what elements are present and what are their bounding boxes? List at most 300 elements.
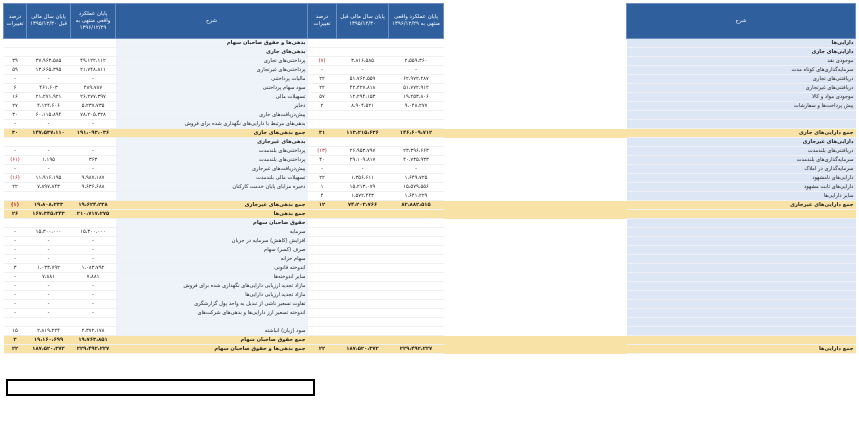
desc-cell-right: اندوخته تسعیر ارز دارایی‌ها و بدهی‌های شرکت‌های	[116, 309, 308, 318]
desc-cell-right: پیش‌دریافت‌های غیرجاری	[116, 165, 308, 174]
prev-cell-right: -	[27, 120, 71, 129]
curr-cell-left: -	[389, 66, 444, 75]
gap-cell	[444, 39, 627, 48]
desc-cell-left	[627, 318, 856, 327]
balance-sheet-table	[3, 3, 856, 354]
desc-cell-left: دارایی‌های ثابت مشهود	[627, 183, 856, 192]
pct-cell-right: ۳	[4, 336, 27, 345]
prev-cell-left	[337, 228, 389, 237]
prev-cell-left: -	[337, 165, 389, 174]
gap-cell	[444, 309, 627, 318]
prev-cell-right	[27, 192, 71, 201]
prev-cell-left	[337, 219, 389, 228]
gap-cell	[444, 75, 627, 84]
gap-cell	[444, 237, 627, 246]
table-row	[4, 147, 856, 156]
desc-cell-right: بدهی‌های مرتبط با دارایی‌های نگهداری شده برای فروش	[116, 120, 308, 129]
desc-cell-right: تسهیلات مالی بلندمدت	[116, 174, 308, 183]
desc-cell-left: جمع دارایی‌های جاری	[627, 129, 856, 138]
desc-cell-right: جمع بدهی‌های جاری	[116, 129, 308, 138]
gap-cell	[444, 291, 627, 300]
header-pct-right: درصد تغییرات	[4, 4, 27, 39]
gap-cell	[444, 174, 627, 183]
pct-cell-left	[308, 282, 337, 291]
prev-cell-right: -	[27, 255, 71, 264]
curr-cell-left: ۱۴۶،۶۰۹،۷۱۲	[389, 129, 444, 138]
pct-cell-right	[4, 138, 27, 147]
desc-cell-left	[627, 210, 856, 219]
gap-cell	[444, 147, 627, 156]
table-row	[4, 84, 856, 93]
gap-cell	[444, 165, 627, 174]
prev-cell-right: ۱۹،۸۰۸،۲۳۳	[27, 201, 71, 210]
desc-cell-right: پرداختنی‌های غیرتجاری	[116, 66, 308, 75]
prev-cell-left	[337, 273, 389, 282]
desc-cell-left: سرمایه‌گذاری در املاک	[627, 165, 856, 174]
curr-cell-right	[71, 192, 116, 201]
prev-cell-right: ۱۱،۹۱۶،۱۹۵	[27, 174, 71, 183]
curr-cell-left: ۴۰،۷۳۵،۹۳۳	[389, 156, 444, 165]
table-body	[4, 39, 856, 354]
pct-cell-left: (۱۳)	[308, 147, 337, 156]
gap-cell	[444, 120, 627, 129]
desc-cell-right: پیش‌دریافت‌های جاری	[116, 111, 308, 120]
prev-cell-right	[27, 219, 71, 228]
desc-cell-left	[627, 336, 856, 345]
table-row	[4, 246, 856, 255]
pct-cell-right: ۵۹	[4, 66, 27, 75]
pct-cell-right: ۲۲	[4, 345, 27, 354]
header-gap	[444, 4, 627, 39]
table-row	[4, 183, 856, 192]
curr-cell-right: ۱،۰۸۳،۷۹۲	[71, 264, 116, 273]
prev-cell-left: ۱۸۷،۵۲۰،۳۷۲	[337, 345, 389, 354]
prev-cell-left: ۴۲،۴۲۷،۸۱۸	[337, 84, 389, 93]
pct-cell-left	[308, 309, 337, 318]
prev-cell-right: ۱۹،۱۶۰،۶۹۹	[27, 336, 71, 345]
gap-cell	[444, 138, 627, 147]
pct-cell-left	[308, 39, 337, 48]
prev-cell-right: ۷،۸۸۱	[27, 273, 71, 282]
desc-cell-right: مازاد تجدید ارزیابی دارایی‌های نگهداری شده برای فروش	[116, 282, 308, 291]
prev-cell-right: -	[27, 246, 71, 255]
desc-cell-left: دارایی‌های غیرجاری	[627, 138, 856, 147]
prev-cell-right: ۳۷،۹۶۳،۵۸۵	[27, 57, 71, 66]
desc-cell-right: پرداختنی‌های بلندمدت	[116, 147, 308, 156]
curr-cell-right: ۴۸۹،۷۸۷	[71, 84, 116, 93]
pct-cell-right	[4, 219, 27, 228]
pct-cell-right	[4, 48, 27, 57]
pct-cell-right: -	[4, 273, 27, 282]
desc-cell-left	[627, 111, 856, 120]
desc-cell-left: سرمایه‌گذاری‌های کوتاه مدت	[627, 66, 856, 75]
prev-cell-right	[27, 318, 71, 327]
curr-cell-left: ۱۹،۲۵۳،۸۰۶	[389, 93, 444, 102]
prev-cell-left: ۵۱،۷۶۲،۵۵۹	[337, 75, 389, 84]
table-row	[4, 309, 856, 318]
gap-cell	[444, 210, 627, 219]
prev-cell-right: ۶۰،۱۱۵،۸۹۴	[27, 111, 71, 120]
curr-cell-left: ۹،۰۴۸،۲۷۷	[389, 102, 444, 111]
prev-cell-right: -	[27, 237, 71, 246]
curr-cell-right	[71, 138, 116, 147]
prev-cell-right: ۱۶۷،۳۴۵،۳۴۳	[27, 210, 71, 219]
curr-cell-left	[389, 228, 444, 237]
curr-cell-right: ۴۹،۱۲۲،۱۱۲	[71, 57, 116, 66]
gap-cell	[444, 219, 627, 228]
curr-cell-right	[71, 39, 116, 48]
pct-cell-right: ۲۲	[4, 183, 27, 192]
gap-cell	[444, 102, 627, 111]
curr-cell-right: -	[71, 246, 116, 255]
curr-cell-left	[389, 39, 444, 48]
desc-cell-right	[116, 192, 308, 201]
curr-cell-right: -	[71, 255, 116, 264]
curr-cell-right: ۷۸،۲۰۵،۳۲۸	[71, 111, 116, 120]
pct-cell-left: ۲	[308, 102, 337, 111]
desc-cell-left: دارایی‌های جاری	[627, 48, 856, 57]
desc-cell-right: جمع بدهی‌ها و حقوق صاحبان سهام	[116, 345, 308, 354]
prev-cell-right: ۷،۸۹۷،۸۴۳	[27, 183, 71, 192]
desc-cell-right: پرداختنی‌های تجاری	[116, 57, 308, 66]
pct-cell-left: ۲۲	[308, 75, 337, 84]
prev-cell-right: ۱،۰۳۳،۷۹۲	[27, 264, 71, 273]
pct-cell-right: (۶۱)	[4, 156, 27, 165]
desc-cell-left: سایر دارایی‌ها	[627, 192, 856, 201]
pct-cell-right	[4, 192, 27, 201]
desc-cell-right: سود (زیان) انباشته	[116, 327, 308, 336]
desc-cell-left	[627, 255, 856, 264]
desc-cell-left	[627, 264, 856, 273]
prev-cell-left: ۱۵،۲۱۳،۰۷۹	[337, 183, 389, 192]
curr-cell-left	[389, 282, 444, 291]
pct-cell-left	[308, 327, 337, 336]
curr-cell-left	[389, 327, 444, 336]
curr-cell-left: ۱،۶۴۱،۲۲۹	[389, 192, 444, 201]
prev-cell-left	[337, 210, 389, 219]
gap-cell	[444, 183, 627, 192]
desc-cell-right: سود سهام پرداختنی	[116, 84, 308, 93]
pct-cell-right: (۱۶)	[4, 174, 27, 183]
prev-cell-left: ۱۲،۲۹۴،۱۵۳	[337, 93, 389, 102]
gap-cell	[444, 84, 627, 93]
table-row	[4, 120, 856, 129]
desc-cell-left	[627, 291, 856, 300]
table-row	[4, 48, 856, 57]
desc-cell-left	[627, 309, 856, 318]
pct-cell-left	[308, 336, 337, 345]
curr-cell-right: -	[71, 147, 116, 156]
prev-cell-left: ۱۱۳،۲۱۵،۶۳۶	[337, 129, 389, 138]
prev-cell-right: -	[27, 165, 71, 174]
pct-cell-right	[4, 318, 27, 327]
pct-cell-left	[308, 300, 337, 309]
table-row	[4, 156, 856, 165]
curr-cell-left	[389, 264, 444, 273]
prev-cell-right: ۱۴۷،۵۳۷،۱۱۰	[27, 129, 71, 138]
desc-cell-left: دریافتنی‌های غیرتجاری	[627, 84, 856, 93]
desc-cell-right: اندوخته قانونی	[116, 264, 308, 273]
curr-cell-left: ۶۲،۹۷۲،۲۸۷	[389, 75, 444, 84]
curr-cell-right	[71, 219, 116, 228]
curr-cell-left	[389, 111, 444, 120]
prev-cell-left	[337, 282, 389, 291]
desc-cell-left	[627, 282, 856, 291]
table-row	[4, 192, 856, 201]
table-row	[4, 219, 856, 228]
pct-cell-right: -	[4, 165, 27, 174]
table-row	[4, 318, 856, 327]
desc-cell-right: افزایش (کاهش) سرمایه در جریان	[116, 237, 308, 246]
gap-cell	[444, 327, 627, 336]
pct-cell-left	[308, 318, 337, 327]
gap-cell	[444, 282, 627, 291]
desc-cell-right: بدهی‌های جاری	[116, 48, 308, 57]
prev-cell-left: ۷۴،۲۰۳،۷۶۶	[337, 201, 389, 210]
curr-cell-left	[389, 237, 444, 246]
desc-cell-right: حقوق صاحبان سهام	[116, 219, 308, 228]
prev-cell-right: -	[27, 147, 71, 156]
pct-cell-left	[308, 273, 337, 282]
curr-cell-left	[389, 48, 444, 57]
pct-cell-right: -	[4, 147, 27, 156]
pct-cell-right: -	[4, 300, 27, 309]
prev-cell-left	[337, 138, 389, 147]
pct-cell-right: ۳۰	[4, 111, 27, 120]
prev-cell-right: -	[27, 75, 71, 84]
curr-cell-left	[389, 318, 444, 327]
prev-cell-right: -	[27, 282, 71, 291]
table-row	[4, 237, 856, 246]
curr-cell-right: ۷،۸۸۱	[71, 273, 116, 282]
curr-cell-left	[389, 120, 444, 129]
table-row	[4, 165, 856, 174]
curr-cell-right: -	[71, 75, 116, 84]
gap-cell	[444, 336, 627, 345]
table-row	[4, 300, 856, 309]
curr-cell-right: ۲۲۹،۴۹۲،۲۲۷	[71, 345, 116, 354]
prev-cell-left: ۱،۳۵۶،۶۱۱	[337, 174, 389, 183]
pct-cell-left: ۱۲	[308, 201, 337, 210]
curr-cell-left	[389, 336, 444, 345]
desc-cell-left: پیش پرداخت‌ها و سفارشات	[627, 102, 856, 111]
curr-cell-right: -	[71, 291, 116, 300]
header-desc-left: شرح	[627, 4, 856, 39]
pct-cell-left: ۵۷	[308, 93, 337, 102]
prev-cell-right: ۴۶۱،۶۰۳	[27, 84, 71, 93]
curr-cell-left: -	[389, 165, 444, 174]
gap-cell	[444, 156, 627, 165]
curr-cell-right	[71, 48, 116, 57]
pct-cell-right: ۲۷	[4, 102, 27, 111]
prev-cell-left	[337, 264, 389, 273]
prev-cell-right: ۱،۱۹۵	[27, 156, 71, 165]
desc-cell-right: ذخیره مزایای پایان خدمت کارکنان	[116, 183, 308, 192]
curr-cell-left	[389, 138, 444, 147]
desc-cell-left	[627, 273, 856, 282]
desc-cell-left	[627, 237, 856, 246]
curr-cell-right: -	[71, 309, 116, 318]
curr-cell-left	[389, 210, 444, 219]
gap-cell	[444, 264, 627, 273]
curr-cell-left: ۲،۵۵۹،۳۶۰	[389, 57, 444, 66]
curr-cell-left: ۱۵،۵۷۹،۵۵۶	[389, 183, 444, 192]
pct-cell-left	[308, 264, 337, 273]
pct-cell-left	[308, 138, 337, 147]
pct-cell-right: ۱۵	[4, 327, 27, 336]
pct-cell-left	[308, 48, 337, 57]
curr-cell-right: ۳۶۳	[71, 156, 116, 165]
desc-cell-right: مازاد تجدید ارزیابی دارایی‌ها	[116, 291, 308, 300]
pct-cell-right: -	[4, 75, 27, 84]
curr-cell-left	[389, 291, 444, 300]
pct-cell-left: -	[308, 165, 337, 174]
gap-cell	[444, 246, 627, 255]
pct-cell-left: ۳۱	[308, 129, 337, 138]
prev-cell-left	[337, 336, 389, 345]
table-row	[4, 210, 856, 219]
pct-cell-right: -	[4, 237, 27, 246]
pct-cell-left	[308, 111, 337, 120]
table-row	[4, 66, 856, 75]
table-row	[4, 282, 856, 291]
prev-cell-left: ۲۶،۹۵۳،۷۹۷	[337, 147, 389, 156]
header-pct-left: درصد تغییرات	[308, 4, 337, 39]
pct-cell-right	[4, 39, 27, 48]
curr-cell-right: -	[71, 237, 116, 246]
desc-cell-right: جمع بدهی‌های غیرجاری	[116, 201, 308, 210]
curr-cell-left	[389, 219, 444, 228]
prev-cell-left	[337, 48, 389, 57]
table-row	[4, 327, 856, 336]
prev-cell-left: ۸،۹۰۴،۵۲۱	[337, 102, 389, 111]
prev-cell-left: ۳،۸۱۶،۵۸۵	[337, 57, 389, 66]
pct-cell-left: ۱	[308, 183, 337, 192]
pct-cell-left	[308, 210, 337, 219]
curr-cell-right: -	[71, 165, 116, 174]
prev-cell-left	[337, 39, 389, 48]
curr-cell-right: -	[71, 282, 116, 291]
prev-cell-left	[337, 327, 389, 336]
pct-cell-right: ۳۹	[4, 57, 27, 66]
table-row	[4, 228, 856, 237]
desc-cell-right: تفاوت تسعیر ناشی از تبدیل به واحد پول گزارشگری	[116, 300, 308, 309]
table-row	[4, 345, 856, 354]
curr-cell-left	[389, 300, 444, 309]
gap-cell	[444, 111, 627, 120]
prev-cell-left	[337, 246, 389, 255]
table-row	[4, 291, 856, 300]
desc-cell-left: موجودی مواد و کالا	[627, 93, 856, 102]
pct-cell-left	[308, 120, 337, 129]
pct-cell-left	[308, 291, 337, 300]
curr-cell-right: -	[71, 120, 116, 129]
table-row	[4, 273, 856, 282]
desc-cell-left: جمع دارایی‌های غیرجاری	[627, 201, 856, 210]
desc-cell-right: پرداختنی‌های بلندمدت	[116, 156, 308, 165]
table-row	[4, 75, 856, 84]
prev-cell-left	[337, 291, 389, 300]
prev-cell-left: ۲۹،۱۰۹،۸۱۷	[337, 156, 389, 165]
prev-cell-right	[27, 138, 71, 147]
table-row	[4, 138, 856, 147]
desc-cell-left: موجودی نقد	[627, 57, 856, 66]
pct-cell-right: -	[4, 309, 27, 318]
gap-cell	[444, 228, 627, 237]
prev-cell-right: -	[27, 309, 71, 318]
desc-cell-right: بدهی‌های غیرجاری	[116, 138, 308, 147]
curr-cell-left: ۱،۶۴۹،۷۲۵	[389, 174, 444, 183]
curr-cell-right: ۱۹،۷۶۳،۸۵۱	[71, 336, 116, 345]
desc-cell-left: دارایی‌ها	[627, 39, 856, 48]
gap-cell	[444, 66, 627, 75]
pct-cell-right: ۱۶	[4, 93, 27, 102]
desc-cell-left: سرمایه‌گذاری‌های بلندمدت	[627, 156, 856, 165]
curr-cell-left: ۵۱،۷۷۲،۹۱۲	[389, 84, 444, 93]
desc-cell-right: جمع حقوق صاحبان سهام	[116, 336, 308, 345]
desc-cell-right: بدهی‌ها و حقوق صاحبان سهام	[116, 39, 308, 48]
desc-cell-right: سهام خزانه	[116, 255, 308, 264]
pct-cell-left	[308, 219, 337, 228]
pct-cell-right: -	[4, 120, 27, 129]
desc-cell-left	[627, 120, 856, 129]
gap-cell	[444, 57, 627, 66]
curr-cell-right: ۲۱،۷۴۸،۸۱۱	[71, 66, 116, 75]
curr-cell-right: ۲۱۰،۷۱۷،۲۷۵	[71, 210, 116, 219]
curr-cell-right	[71, 318, 116, 327]
curr-cell-left: ۲۲۹،۴۹۲،۲۲۷	[389, 345, 444, 354]
table-row	[4, 129, 856, 138]
desc-cell-left	[627, 219, 856, 228]
prev-cell-right	[27, 39, 71, 48]
desc-cell-left	[627, 327, 856, 336]
desc-cell-left: دارایی‌های نامشهود	[627, 174, 856, 183]
pct-cell-left: -	[308, 66, 337, 75]
gap-cell	[444, 255, 627, 264]
prev-cell-right: ۴،۱۲۴،۶۰۶	[27, 102, 71, 111]
pct-cell-left	[308, 228, 337, 237]
prev-cell-right: -	[27, 291, 71, 300]
desc-cell-left: دریافتنی‌های بلندمدت	[627, 147, 856, 156]
desc-cell-left: دریافتنی‌های تجاری	[627, 75, 856, 84]
table-row	[4, 102, 856, 111]
gap-cell	[444, 93, 627, 102]
desc-cell-right: مالیات پرداختنی	[116, 75, 308, 84]
header-desc-right: شرح	[116, 4, 308, 39]
curr-cell-right: -	[71, 300, 116, 309]
table-header	[4, 4, 856, 39]
desc-cell-right: جمع بدهی‌ها	[116, 210, 308, 219]
prev-cell-left: -	[337, 66, 389, 75]
pct-cell-left: (۷)	[308, 57, 337, 66]
desc-cell-right: تسهیلات مالی	[116, 93, 308, 102]
pct-cell-left: ۴	[308, 192, 337, 201]
curr-cell-left: ۲۳،۳۹۶،۶۶۳	[389, 147, 444, 156]
gap-cell	[444, 318, 627, 327]
gap-cell	[444, 192, 627, 201]
curr-cell-right: ۲۶،۲۷۷،۳۹۷	[71, 93, 116, 102]
pct-cell-left	[308, 237, 337, 246]
desc-cell-left	[627, 300, 856, 309]
pct-cell-left	[308, 246, 337, 255]
desc-cell-right: سایر اندوخته‌ها	[116, 273, 308, 282]
curr-cell-left	[389, 309, 444, 318]
curr-cell-right: ۱۹،۶۲۴،۲۳۸	[71, 201, 116, 210]
table-row	[4, 111, 856, 120]
desc-cell-left	[627, 246, 856, 255]
table-row	[4, 93, 856, 102]
pct-cell-left: ۲۲	[308, 174, 337, 183]
